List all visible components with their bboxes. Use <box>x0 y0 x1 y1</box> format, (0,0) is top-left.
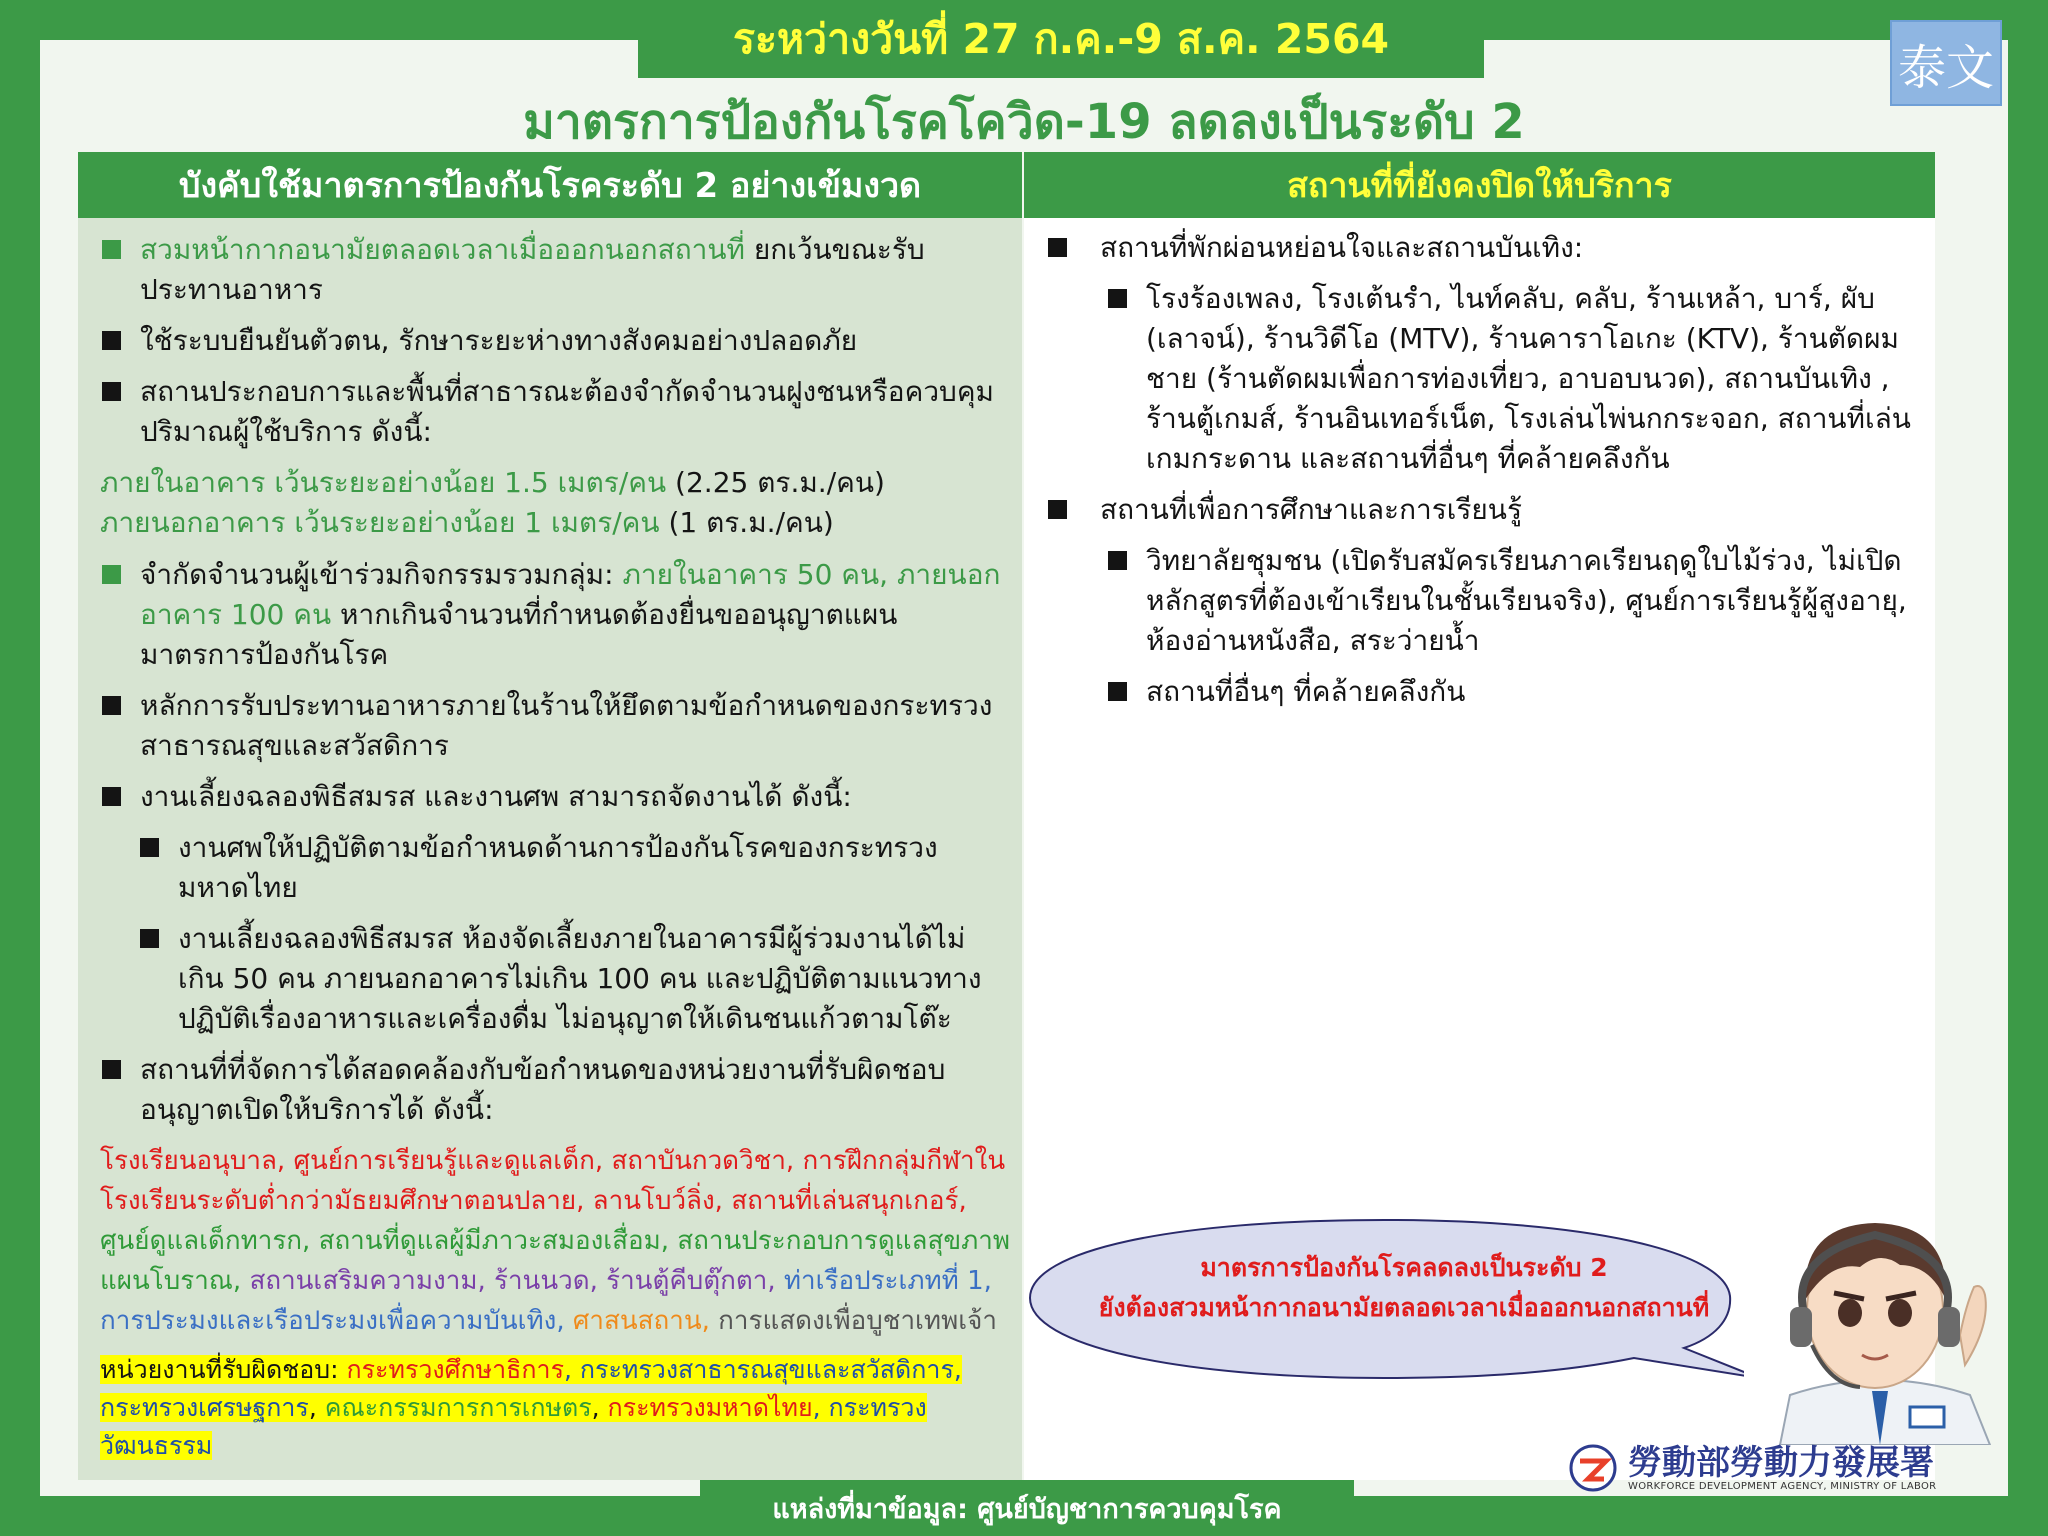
venues-religious-group: ศาสนสถาน, <box>564 1306 710 1336</box>
venues-care-group: ศูนย์ดูแลเด็กทารก, สถานที่ดูแลผู้มีภาวะสมองเสื่อม, สถานประกอบการดูแลสุขภาพแผนโบราณ, <box>100 1226 1010 1296</box>
source-footer <box>700 1480 1354 1536</box>
dining-rule-text: หลักการรับประทานอาหารภายในร้านให้ยึดตามข้อกำหนดของกระทรวงสาธารณสุขและสวัสดิการ <box>140 689 993 762</box>
page-title: มาตรการป้องกันโรคโควิด-19 ลดลงเป็นระดับ 2 <box>523 94 1525 150</box>
funeral-rule-text: งานศพให้ปฏิบัติตามข้อกำหนดด้านการป้องกันโรคของกระทรวงมหาดไทย <box>178 831 938 904</box>
venues-fishing-group: ท่าเรือประเภทที่ 1, การประมงและเรือประมงเพื่อความบันเทิง, <box>100 1266 992 1336</box>
venues-intro-text: สถานที่ที่จัดการได้สอดคล้องกับข้อกำหนดของหน่วยงานที่รับผิดชอบอนุญาตเปิดให้บริการได้ ดังนี้: <box>140 1053 946 1126</box>
identity-rule-text: ใช้ระบบยืนยันตัวตน, รักษาระยะห่างทางสังคมอย่างปลอดภัย <box>140 324 858 357</box>
agencies-highlight <box>100 1355 962 1460</box>
sub-item-education-venues <box>1106 541 1926 661</box>
enforced-measures-list <box>100 230 1010 1465</box>
indoor-distance-highlight: ภายในอาคาร เว้นระยะอย่างน้อย 1.5 เมตร/คน <box>100 466 667 499</box>
agency-separator: , <box>308 1393 325 1422</box>
agency-separator: , <box>591 1393 608 1422</box>
sub-item-wedding <box>138 919 1010 1039</box>
venues-education-group: โรงเรียนอนุบาล, ศูนย์การเรียนรู้และดูแลเด็ก, สถาบันกวดวิชา, การฝึกกลุ่มกีฬาในโรงเรียนระดับต่ำกว่ามัธยมศึกษาตอนปลาย, ลานโบว์ลิ่ง, สถานที่เล่นสนุกเกอร์, <box>100 1146 1006 1216</box>
speech-bubble <box>1024 1200 1744 1400</box>
agency-logo-text <box>1628 1442 1937 1492</box>
sub-item-funeral <box>138 828 1010 908</box>
leisure-venues-text: โรงร้องเพลง, โรงเต้นรำ, ไนท์คลับ, คลับ, ร้านเหล้า, บาร์, ผับ (เลาจน์), ร้านวิดีโอ (MTV), ร้านคาราโอเกะ (KTV), ร้านตัดผมชาย (ร้านตัดผมเพื่อการท่องเที่ยว, อาบอบนวด), สถานบันเทิง , ร้านตู้เกมส์, ร้านอินเทอร์เน็ต, โรงเล่นไพ่นกกระจอก, สถานที่เล่นเกมกระดาน และสถานที่อื่นๆ ที่คล้ายคลึงกัน <box>1146 282 1911 475</box>
bullet-square-icon <box>1048 500 1067 519</box>
mask-rule-text: ยกเว้นขณะรับประทานอาหาร <box>140 233 925 306</box>
agency-logo <box>1568 1440 1968 1496</box>
indoor-distance-area: (2.25 ตร.ม./คน) <box>666 466 885 499</box>
bullet-square-icon <box>1108 682 1127 701</box>
speech-bubble-text <box>1044 1248 1764 1328</box>
agency-culture: , กระทรวงวัฒนธรรม <box>100 1393 927 1460</box>
sub-item-leisure-venues <box>1106 279 1926 479</box>
right-column-heading: สถานที่ที่ยังคงปิดให้บริการ <box>1024 152 1935 218</box>
venues-worship-group: การแสดงเพื่อบูชาเทพเจ้า <box>709 1306 997 1336</box>
bullet-square-icon <box>102 1060 121 1079</box>
bullet-square-icon <box>1048 238 1067 257</box>
bullet-square-icon <box>102 382 121 401</box>
mask-rule-highlight: สวมหน้ากากอนามัยตลอดเวลาเมื่อออกนอกสถานที่ <box>140 233 745 266</box>
date-range-banner <box>638 0 1484 78</box>
venues-beauty-group: สถานเสริมความงาม, ร้านนวด, ร้านตู้คีบตุ๊กตา, <box>241 1266 776 1296</box>
group-limit-label: จำกัดจำนวนผู้เข้าร่วมกิจกรรมรวมกลุ่ม: <box>140 558 623 591</box>
list-item-group-limit <box>100 555 1010 675</box>
group-limit-highlight: ภายในอาคาร 50 คน, ภายนอกอาคาร 100 คน <box>140 558 1001 631</box>
date-range-text: ระหว่างวันที่ 27 ก.ค.-9 ส.ค. 2564 <box>732 14 1390 63</box>
list-item-identity <box>100 321 1010 361</box>
list-item-capacity <box>100 372 1010 452</box>
bullet-square-icon <box>1108 551 1127 570</box>
outdoor-distance-area: (1 ตร.ม./คน) <box>659 506 834 539</box>
list-item-mask <box>100 230 1010 310</box>
bullet-square-icon <box>102 787 121 806</box>
list-item-education <box>1046 490 1926 530</box>
education-heading-text: สถานที่เพื่อการศึกษาและการเรียนรู้ <box>1100 493 1522 526</box>
speech-bubble-line-2: ยังต้องสวมหน้ากากอนามัยตลอดเวลาเมื่อออกนอกสถานที่ <box>1098 1293 1710 1322</box>
language-badge[interactable]: 泰文 <box>1890 20 2002 106</box>
events-rule-text: งานเลี้ยงฉลองพิธีสมรส และงานศพ สามารถจัดงานได้ ดังนี้: <box>140 780 852 813</box>
list-item-venues <box>100 1050 1010 1130</box>
group-limit-text: หากเกินจำนวนที่กำหนดต้องยื่นขออนุญาตแผนมาตรการป้องกันโรค <box>140 598 898 671</box>
agency-education: กระทรวงศึกษาธิการ <box>346 1355 565 1384</box>
indoor-distance-line <box>100 463 1010 503</box>
bullet-square-icon <box>1108 289 1127 308</box>
mascot-character-icon <box>1760 1195 2000 1445</box>
left-column-heading: บังคับใช้มาตรการป้องกันโรคระดับ 2 อย่างเข้มงวด <box>78 152 1022 218</box>
closed-venues-list <box>1046 228 1926 723</box>
open-venues-list <box>100 1141 1010 1341</box>
responsible-agencies <box>100 1351 1010 1465</box>
agencies-label: หน่วยงานที่รับผิดชอบ: <box>100 1355 347 1384</box>
other-venues-text: สถานที่อื่นๆ ที่คล้ายคลึงกัน <box>1146 675 1466 708</box>
source-text: แหล่งที่มาข้อมูล: ศูนย์บัญชาการควบคุมโรค <box>772 1493 1282 1525</box>
list-item-events <box>100 777 1010 817</box>
agency-name-chinese: 勞動部勞動力發展署 <box>1628 1442 1934 1483</box>
bullet-square-icon <box>102 240 121 259</box>
bullet-square-icon <box>102 696 121 715</box>
sub-item-other-venues <box>1106 672 1926 712</box>
education-venues-text: วิทยาลัยชุมชน (เปิดรับสมัครเรียนภาคเรียนฤดูใบไม้ร่วง, ไม่เปิดหลักสูตรที่ต้องเข้าเรียนในชั้นเรียนจริง), ศูนย์การเรียนรู้ผู้สูงอายุ, ห้องอ่านหนังสือ, สระว่ายน้ำ <box>1146 544 1907 657</box>
list-item-leisure <box>1046 228 1926 268</box>
bullet-square-icon <box>140 929 159 948</box>
agency-economic: กระทรวงเศรษฐการ <box>100 1393 309 1422</box>
speech-bubble-line-1: มาตรการป้องกันโรคลดลงเป็นระดับ 2 <box>1200 1253 1608 1282</box>
agency-emblem-icon <box>1568 1443 1618 1493</box>
bullet-square-icon <box>102 565 121 584</box>
outdoor-distance-line <box>100 503 1010 543</box>
capacity-rule-text: สถานประกอบการและพื้นที่สาธารณะต้องจำกัดจำนวนฝูงชนหรือควบคุมปริมาณผู้ใช้บริการ ดังนี้: <box>140 375 995 448</box>
agency-interior: กระทรวงมหาดไทย <box>607 1393 813 1422</box>
outdoor-distance-highlight: ภายนอกอาคาร เว้นระยะอย่างน้อย 1 เมตร/คน <box>100 506 660 539</box>
leisure-heading-text: สถานที่พักผ่อนหย่อนใจและสถานบันเทิง: <box>1100 231 1584 264</box>
bullet-square-icon <box>140 838 159 857</box>
bullet-square-icon <box>102 331 121 350</box>
list-item-dining <box>100 686 1010 766</box>
agency-agriculture: คณะกรรมการการเกษตร <box>324 1393 592 1422</box>
agency-name-english: WORKFORCE DEVELOPMENT AGENCY, MINISTRY OF LABOR <box>1628 1480 1937 1492</box>
enforced-measures-panel <box>78 218 1022 1480</box>
wedding-rule-text: งานเลี้ยงฉลองพิธีสมรส ห้องจัดเลี้ยงภายในอาคารมีผู้ร่วมงานได้ไม่เกิน 50 คน ภายนอกอาคารไม่เกิน 100 คน และปฏิบัติตามแนวทางปฏิบัติเรื่องอาหารและเครื่องดื่ม ไม่อนุญาตให้เดินชนแก้วตามโต๊ะ <box>178 922 982 1035</box>
agency-health: , กระทรวงสาธารณสุขและสวัสดิการ, <box>564 1355 962 1384</box>
